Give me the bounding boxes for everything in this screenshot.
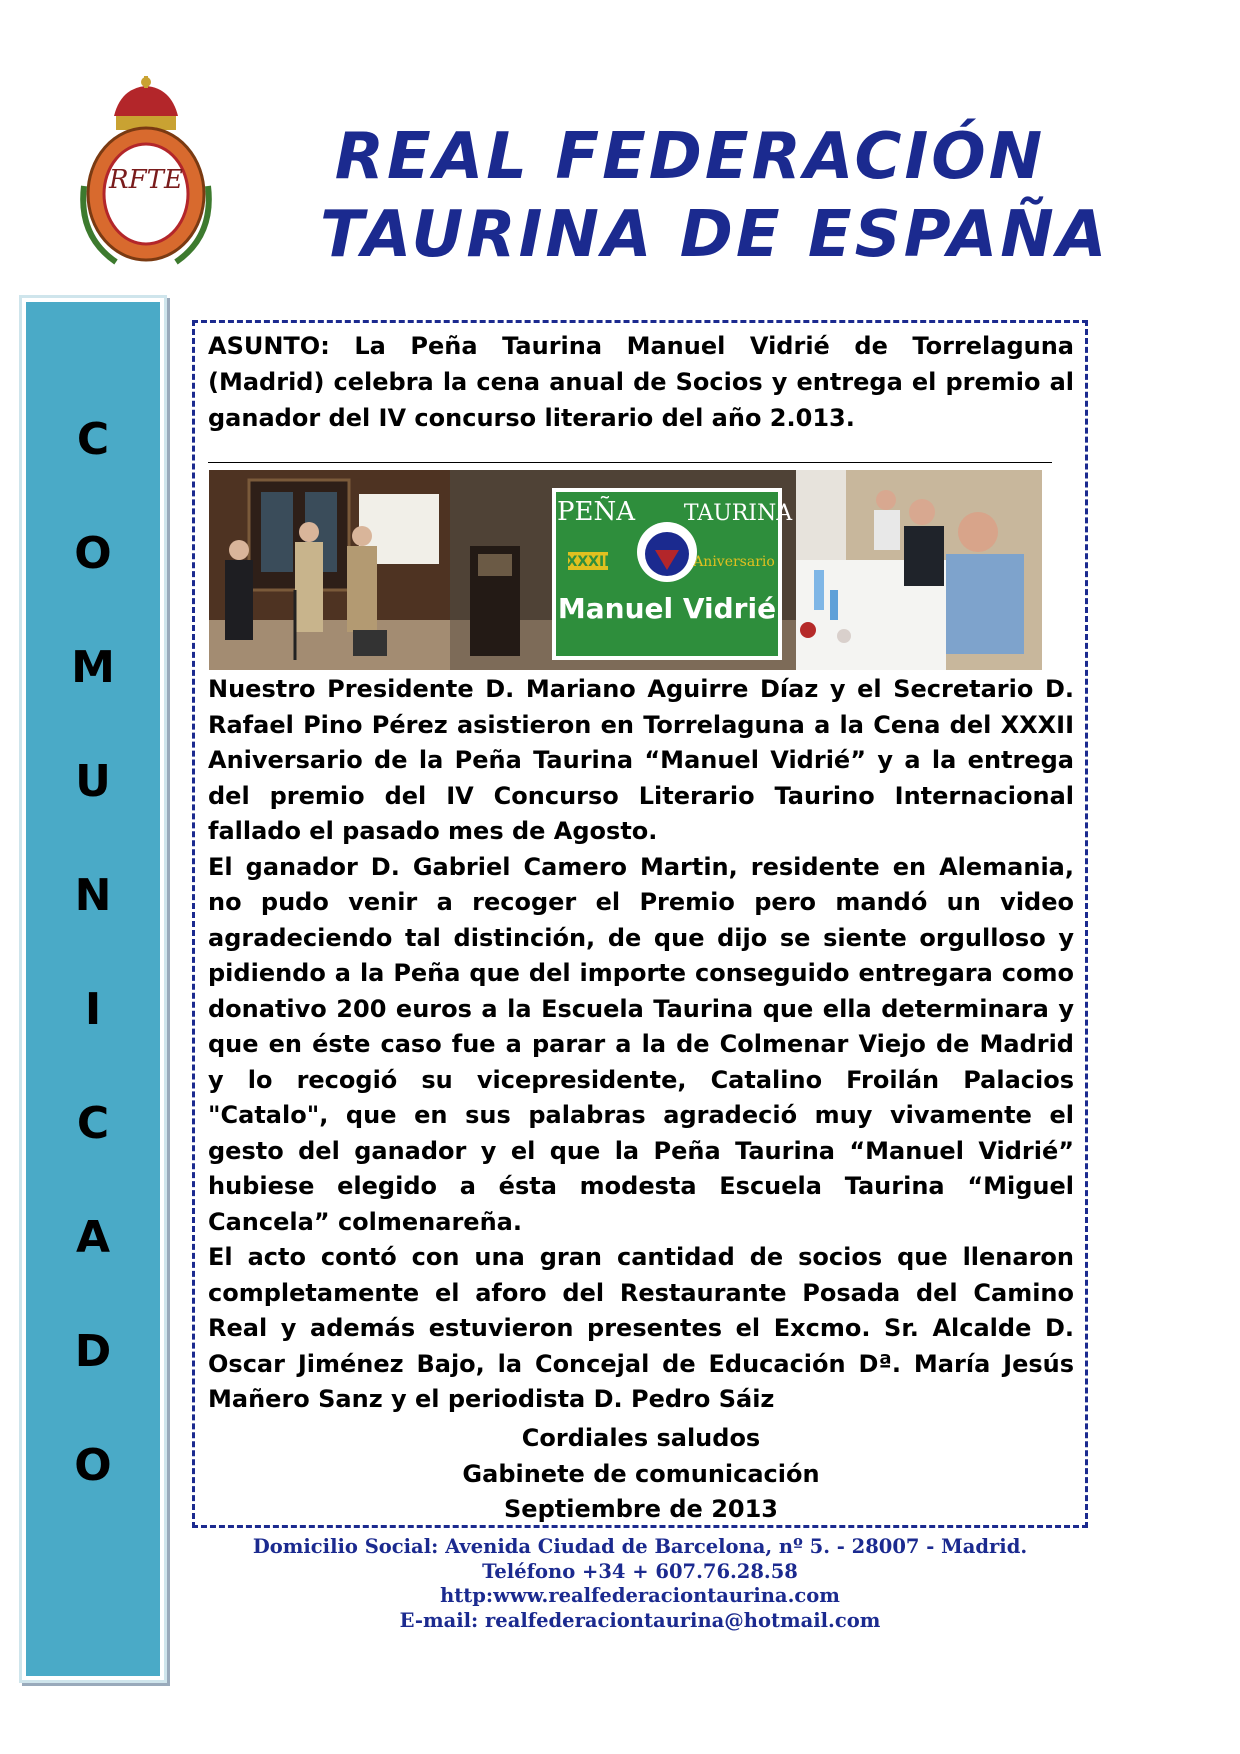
footer-address: Domicilio Social: Avenida Ciudad de Barcelona, nº 5. - 28007 - Madrid. (252, 1535, 1028, 1558)
photo-award-presentation (209, 470, 450, 670)
federation-crest-icon (76, 76, 216, 268)
banner-name-label: Manuel Vidrié (557, 592, 777, 625)
side-letter: C (76, 414, 110, 465)
side-letter: N (74, 870, 112, 921)
body-paragraph-2: El ganador D. Gabriel Camero Martin, residente en Alemania, no pudo venir a recoger el Premio pero mandó un video agradeciendo tal distinción, de que dijo se siente orgulloso y pidiendo a la Peña que del importe conseguido entregara como donativo 200 euros a la Escuela Taurina que ella determinara y que en éste caso fue a parar a la de Colmenar Viejo de Madrid y lo recogió su vicepresidente, Catalino Froilán Palacios "Catalo", que en sus palabras agradeció muy vivamente el gesto del ganador y el que la Peña Taurina “Manuel Vidrié” hubiese elegido a ésta modesta Escuela Taurina “Miguel Cancela” colmenareña. (208, 852, 1074, 1236)
subject-text: ASUNTO: La Peña Taurina Manuel Vidrié de Torrelaguna (Madrid) celebra la cena anual de Socios y entrega el premio al ganador del IV concurso literario del año 2.013. (208, 332, 1074, 432)
side-letter: O (74, 528, 112, 579)
photo-dinner-table (796, 470, 1042, 670)
side-letter: M (71, 642, 115, 693)
footer-email-link[interactable]: E-mail: realfederaciontaurina@hotmail.com (399, 1608, 881, 1632)
banner-roman-label: XXXII (566, 554, 610, 570)
closing-department: Gabinete de comunicación (462, 1460, 820, 1488)
comunicado-side-band (22, 298, 164, 1680)
side-letter: D (74, 1326, 112, 1377)
footer-web-link[interactable]: http:www.realfederaciontaurina.com (440, 1584, 840, 1607)
side-letter: U (75, 756, 111, 807)
banner-pena-label: PEÑA (557, 497, 635, 527)
side-letter: C (76, 1098, 110, 1149)
banner-aniversario-label: Aniversario (693, 554, 775, 570)
footer-phone: Teléfono +34 + 607.76.28.58 (482, 1559, 798, 1583)
closing-date: Septiembre de 2013 (504, 1495, 778, 1523)
logo-monogram: RFTE (109, 165, 183, 195)
banner-taurina-label: TAURINA (683, 501, 793, 526)
photo-pena-banner (450, 470, 796, 670)
footer-contact (192, 1535, 1088, 1633)
side-letter: A (75, 1212, 111, 1263)
title-line-2: TAURINA DE ESPAÑA (320, 198, 1110, 272)
divider (208, 462, 1052, 463)
page-title (320, 118, 1110, 274)
side-letter: O (74, 1440, 112, 1491)
title-line-1: REAL FEDERACIÓN (334, 120, 1046, 194)
body-paragraph-1: Nuestro Presidente D. Mariano Aguirre Díaz y el Secretario D. Rafael Pino Pérez asistieron en Torrelaguna a la Cena del XXXII Aniversario de la Peña Taurina “Manuel Vidrié” y a la entrega del premio del IV Concurso Literario Taurino Internacional fallado el pasado mes de Agosto. (208, 675, 1074, 845)
closing-greeting: Cordiales saludos (521, 1424, 761, 1452)
side-letter: I (84, 984, 102, 1035)
body-text (208, 672, 1074, 1418)
body-paragraph-3: El acto contó con una gran cantidad de socios que llenaron completamente el aforo del Restaurante Posada del Camino Real y además estuvieron presentes el Excmo. Sr. Alcalde D. Oscar Jiménez Bajo, la Concejal de Educación Dª. María Jesús Mañero Sanz y el periodista D. Pedro Sáiz (208, 1243, 1074, 1413)
